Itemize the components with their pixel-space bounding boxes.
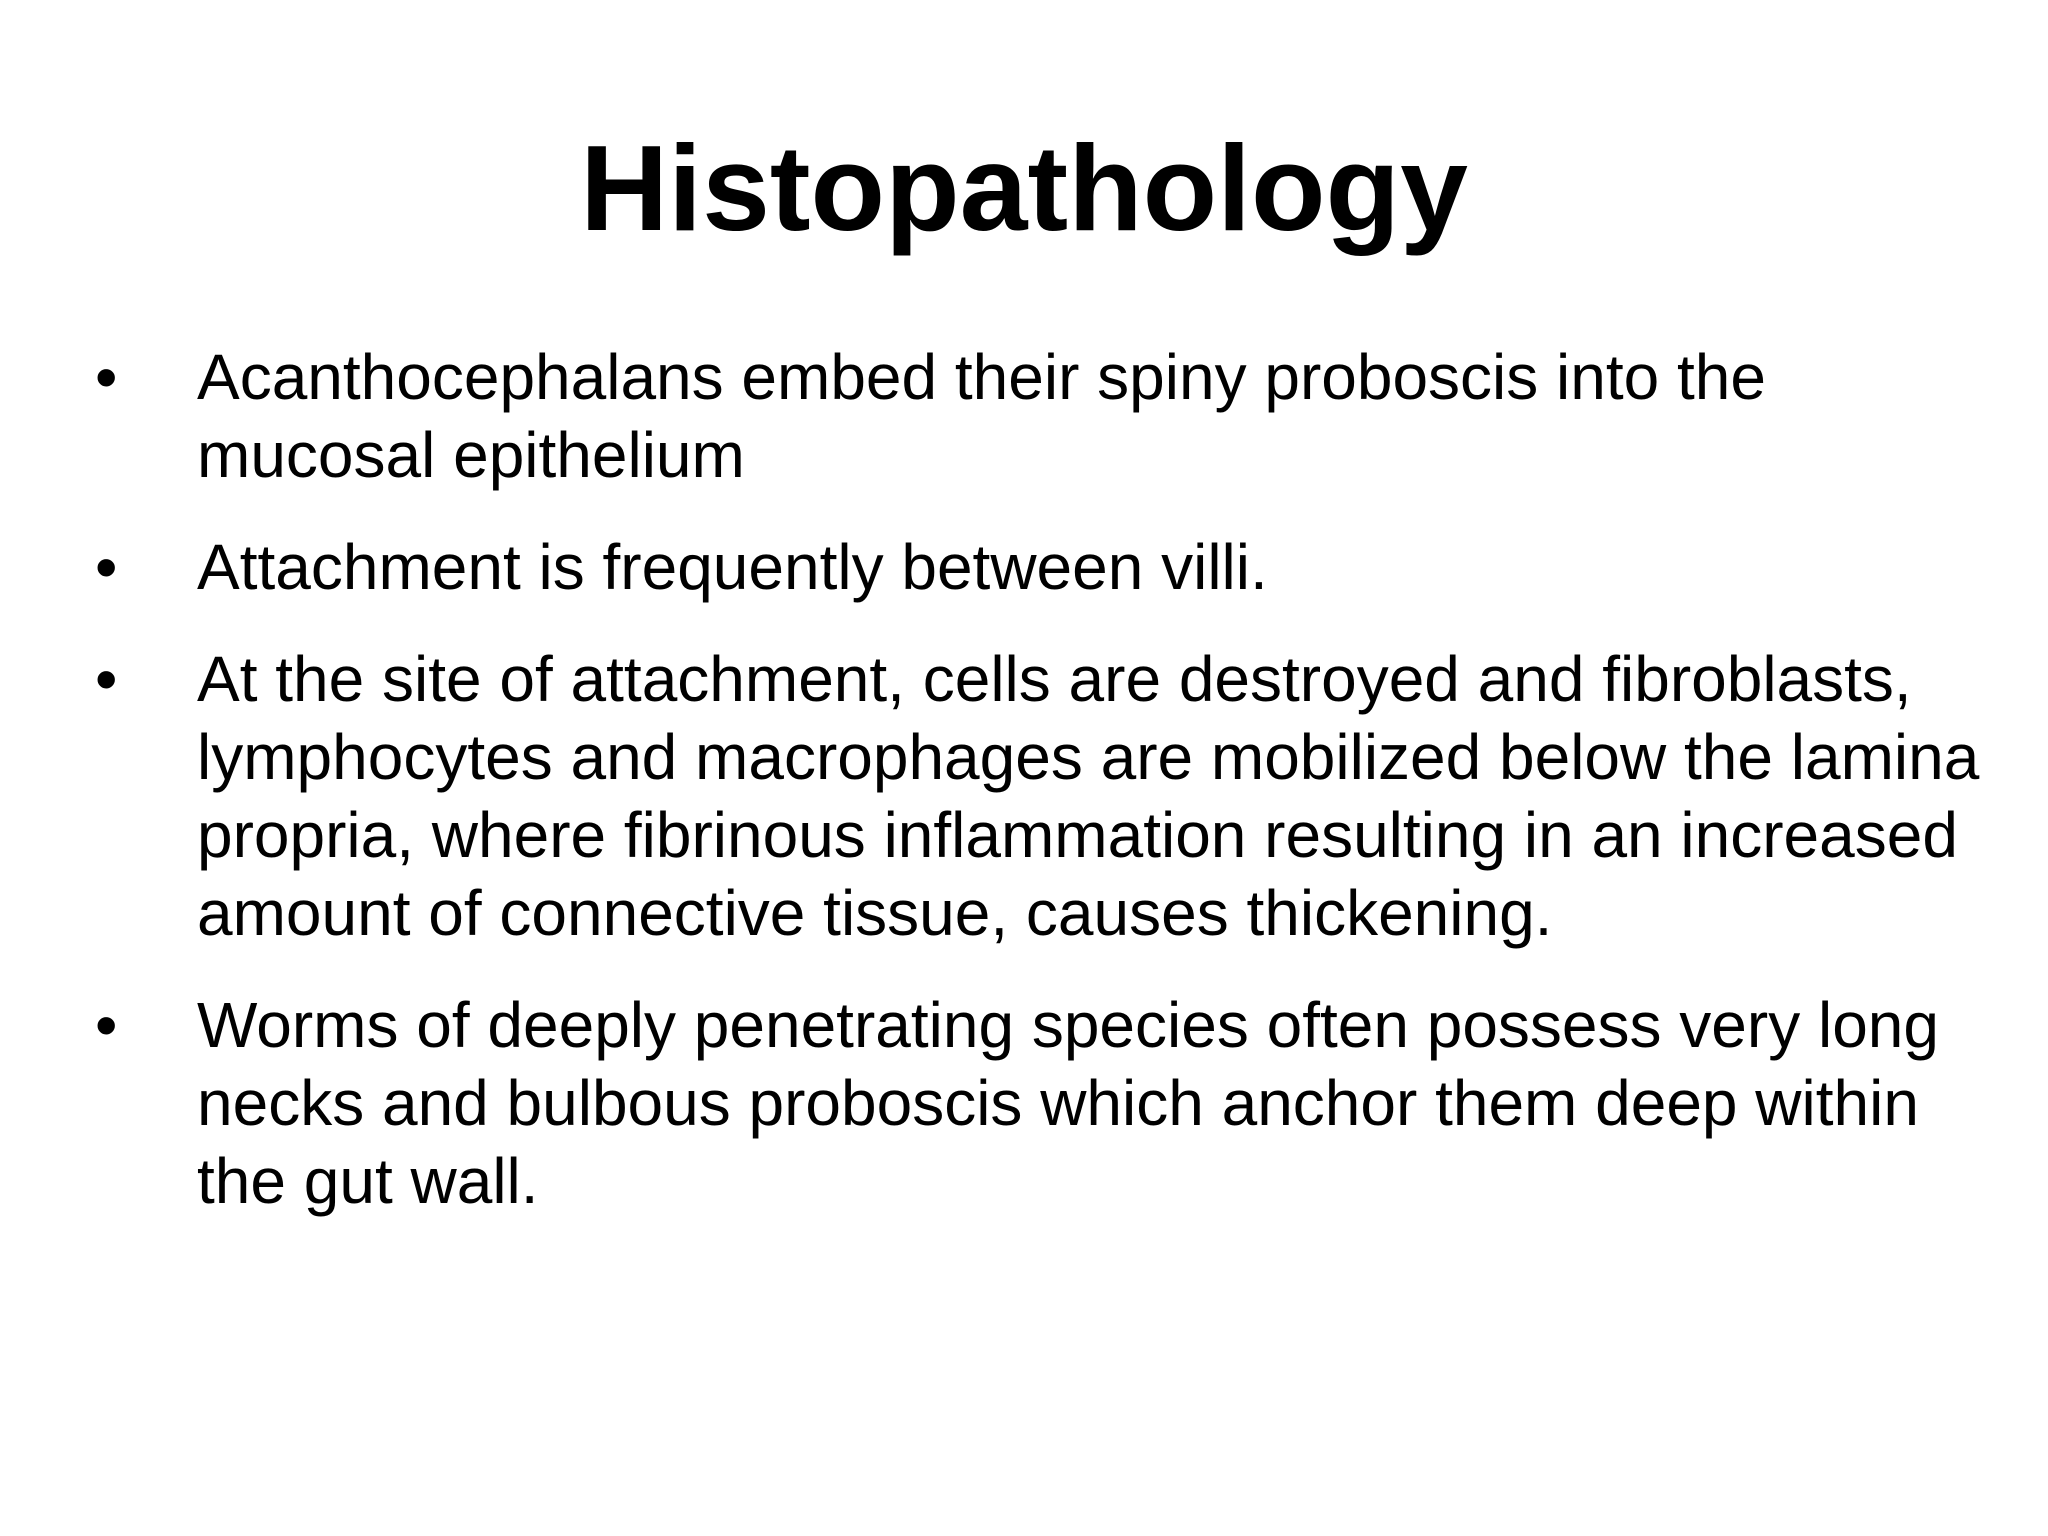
bullet-item: [95, 986, 1995, 1220]
bullet-item: [95, 640, 1995, 952]
bullet-icon: •: [95, 531, 118, 603]
slide-title: Histopathology: [580, 120, 1468, 256]
bullet-icon: •: [95, 341, 118, 413]
bullet-item: [95, 528, 1995, 606]
bullet-list: [95, 338, 1995, 1254]
bullet-icon: •: [95, 643, 118, 715]
bullet-text: Worms of deeply penetrating species often possess very long necks and bulbous proboscis which anchor them deep within the gut wall.: [197, 989, 1939, 1217]
bullet-text: At the site of attachment, cells are destroyed and fibroblasts, lymphocytes and macrophages are mobilized below the lamina propria, where fibrinous inflammation resulting in an increased amount of connective tissue, causes thickening.: [197, 643, 1980, 949]
bullet-icon: •: [95, 989, 118, 1061]
bullet-text: Attachment is frequently between villi.: [197, 531, 1268, 603]
bullet-text: Acanthocephalans embed their spiny proboscis into the mucosal epithelium: [197, 341, 1766, 491]
bullet-item: [95, 338, 1995, 494]
